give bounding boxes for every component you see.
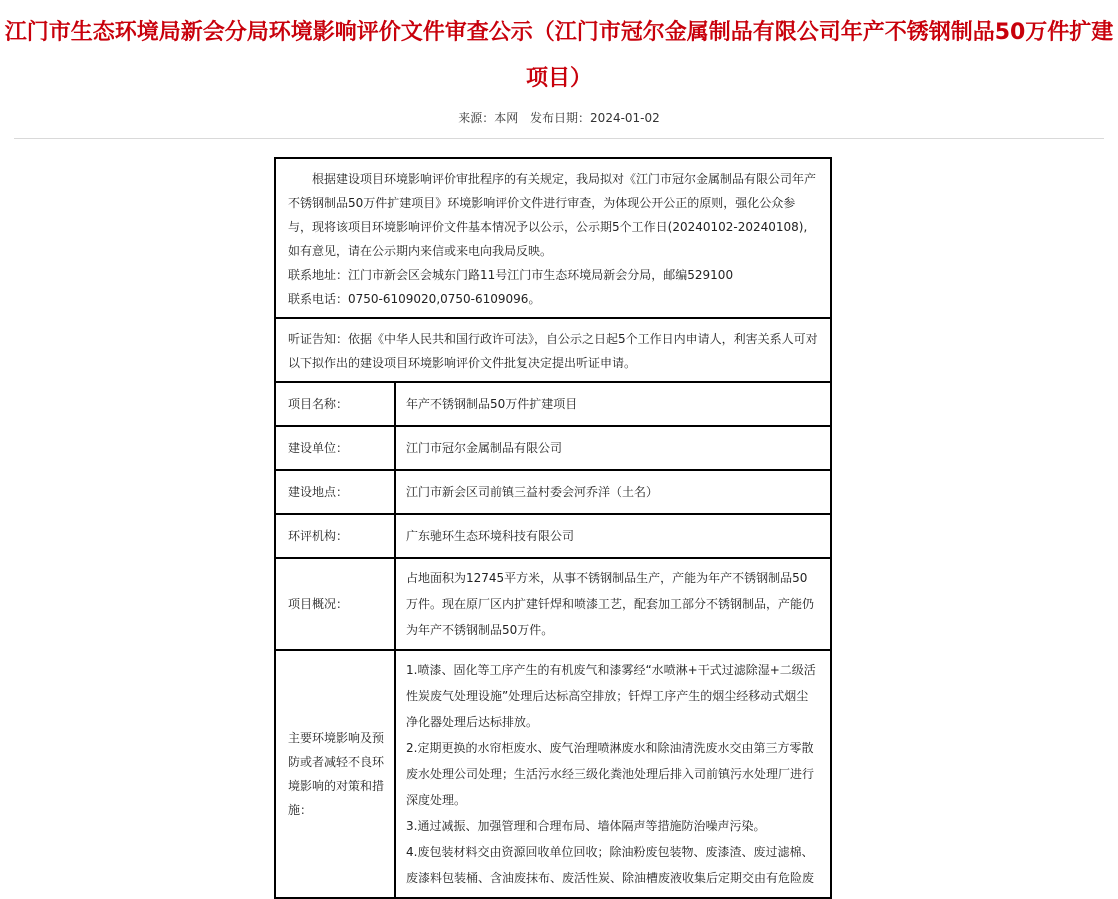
row-value: 年产不锈钢制品50万件扩建项目 [406,397,578,411]
row-value: 江门市冠尔金属制品有限公司 [406,441,563,455]
row-value [396,559,830,649]
measure-item: 3.通过减振、加强管理和合理布局、墙体隔声等措施防治噪声污染。 [406,819,766,833]
notice-table [274,157,832,899]
intro-block [276,159,830,319]
article-meta [0,108,1118,128]
row-label: 主要环境影响及预防或者减轻不良环境影响的对策和措施： [276,651,396,897]
contact-address: 联系地址：江门市新会区会城东门路11号江门市生态环境局新会分局，邮编529100 [288,268,734,282]
row-label: 项目概况： [276,559,396,649]
hearing-block [276,319,830,383]
page-title: 江门市生态环境局新会分局环境影响评价文件审查公示（江门市冠尔金属制品有限公司年产不锈钢制品50万件扩建项目） [4,20,1114,91]
table-row-location [276,471,830,515]
overview-text: 占地面积为12745平方米，从事不锈钢制品生产，产能为年产不锈钢制品50万件。现在原厂区内扩建钎焊和喷漆工艺，配套加工部分不锈钢制品，产能仍为年产不锈钢制品50万件。 [406,571,815,637]
source-label: 来源：本网 [458,111,519,125]
row-label: 环评机构： [276,515,396,557]
measure-item: 1.喷漆、固化等工序产生的有机废气和漆雾经“水喷淋+干式过滤除湿+二级活性炭废气处理设施”处理后达标高空排放；钎焊工序产生的烟尘经移动式烟尘净化器处理后达标排放。 [406,663,816,729]
contact-phone: 联系电话：0750-6109020,0750-6109096。 [288,292,541,306]
table-row-builder [276,427,830,471]
title-divider [14,138,1104,139]
intro-text: 根据建设项目环境影响评价审批程序的有关规定，我局拟对《江门市冠尔金属制品有限公司年产不锈钢制品50万件扩建项目》环境影响评价文件进行审查，为体现公开公正的原则，强化公众参与，现将该项目环境影响评价文件基本情况予以公示，公示期5个工作日(20240102-20240108),如有意见，请在公示期内来信或来电向我局反映。 [288,172,817,258]
table-row-project-name [276,383,830,427]
row-value: 江门市新会区司前镇三益村委会河乔洋（土名） [406,485,659,499]
row-value [396,651,830,897]
row-label: 建设单位： [276,427,396,469]
publish-date: 发布日期：2024-01-02 [530,111,660,125]
row-label: 项目名称： [276,383,396,425]
table-row-measures [276,651,830,899]
measure-item: 2.定期更换的水帘柜废水、废气治理喷淋废水和除油清洗废水交由第三方零散废水处理公司处理；生活污水经三级化粪池处理后排入司前镇污水处理厂进行深度处理。 [406,741,815,807]
table-row-overview [276,559,830,651]
row-label: 建设地点： [276,471,396,513]
measure-item: 4.废包装材料交由资源回收单位回收；除油粉废包装物、废漆渣、废过滤棉、废漆料包装桶、含油废抹布、废活性炭、除油槽废液收集后定期交由有危险废 [406,845,815,885]
hearing-text: 听证告知：依据《中华人民共和国行政许可法》，自公示之日起5个工作日内申请人，利害关系人可对以下拟作出的建设项目环境影响评价文件批复决定提出听证申请。 [288,332,818,370]
row-value: 广东驰环生态环境科技有限公司 [406,529,575,543]
table-row-eia-agency [276,515,830,559]
